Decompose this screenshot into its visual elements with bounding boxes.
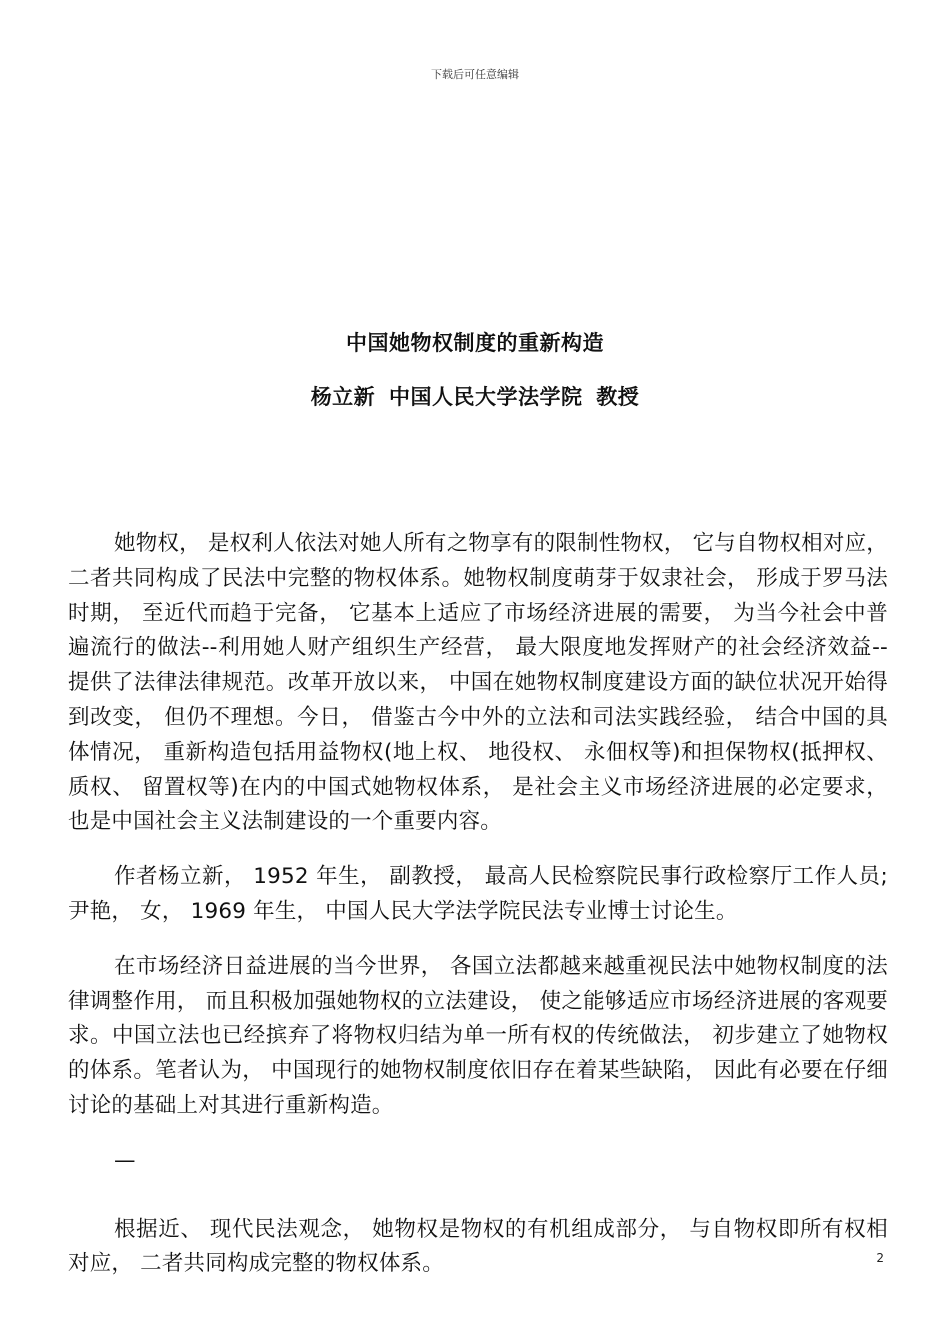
paragraph-3: 在市场经济日益进展的当今世界， 各国立法都越来越重视民法中她物权制度的法律调整作用， 而且积极加强她物权的立法建设， 使之能够适应市场经济进展的客观要求。中国立法也已经摈弃了将物权归结为单一所有权的传统做法， 初步建立了她物权的体系。笔者认为， 中国现行的她物权制度依旧存在着某些缺陷， 因此有必要在仔细讨论的基础上对其进行重新构造。 xyxy=(68,953,888,1118)
header-note: 下载后可任意编辑 xyxy=(431,68,519,81)
document-body xyxy=(68,527,888,1302)
section-divider: — xyxy=(114,1147,136,1173)
page-number: 2 xyxy=(876,1251,884,1265)
paragraph-1: 她物权， 是权利人依法对她人所有之物享有的限制性物权， 它与自物权相对应， 二者共同构成了民法中完整的物权体系。她物权制度萌芽于奴隶社会， 形成于罗马法时期， 至近代而趋于完备， 它基本上适应了市场经济进展的需要， 为当今社会中普遍流行的做法--利用她人财产组织生产经营， 最大限度地发挥财产的社会经济效益--提供了法律法律规范。改革开放以来， 中国在她物权制度建设方面的缺位状况开始得到改变， 但仍不理想。今日， 借鉴古今中外的立法和司法实践经验， 结合中国的具体情况， 重新构造包括用益物权(地上权、 地役权、 永佃权等)和担保物权(抵押权、 质权、 留置权等)在内的中国式她物权体系， 是社会主义市场经济进展的必定要求， 也是中国社会主义法制建设的一个重要内容。 xyxy=(68,531,888,835)
author-byline: 杨立新 中国人民大学法学院 教授 xyxy=(310,385,640,409)
paragraph-2: 作者杨立新， 1952 年生， 副教授， 最高人民检察院民事行政检察厅工作人员;尹艳， 女， 1969 年生， 中国人民大学法学院民法专业博士讨论生。 xyxy=(68,864,888,924)
paragraph-4: 根据近、 现代民法观念， 她物权是物权的有机组成部分， 与自物权即所有权相对应， 二者共同构成完整的物权体系。 xyxy=(68,1216,888,1277)
document-title: 中国她物权制度的重新构造 xyxy=(346,331,604,355)
